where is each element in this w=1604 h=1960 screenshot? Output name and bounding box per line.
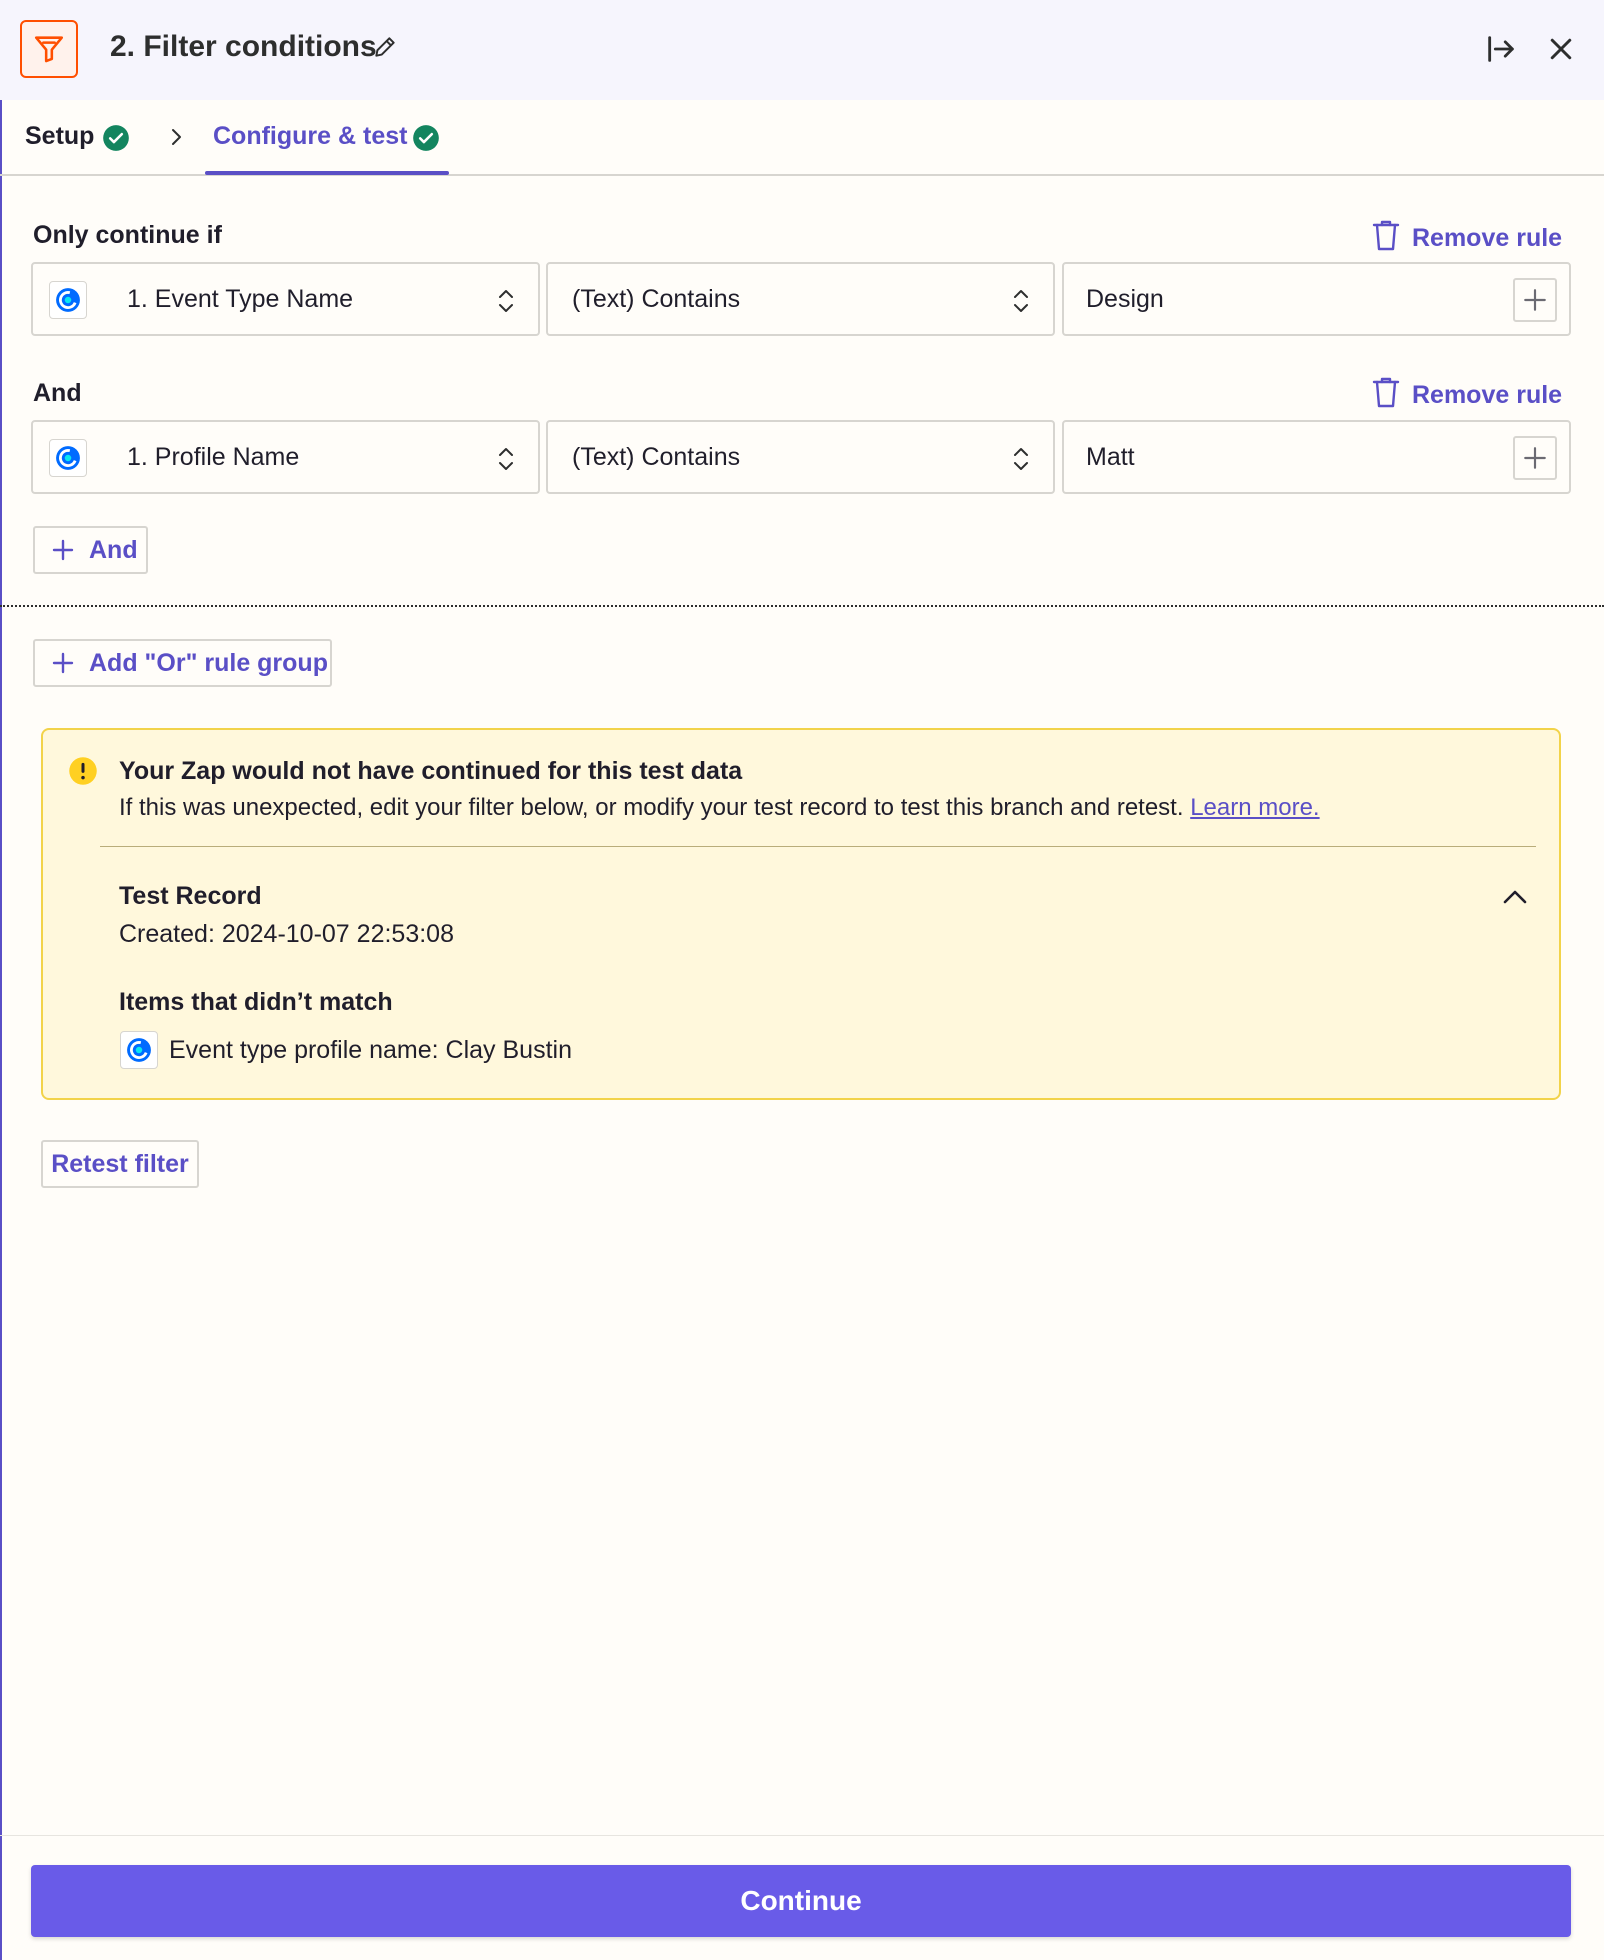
condition-select[interactable] [546, 420, 1055, 494]
chevron-right-icon [166, 125, 186, 154]
retest-filter-label: Retest filter [51, 1149, 189, 1178]
learn-more-link[interactable]: Learn more. [1190, 794, 1320, 821]
chevron-up-down-icon [496, 444, 516, 479]
field-select-value: 1. Event Type Name [127, 284, 354, 313]
field-select[interactable] [31, 420, 540, 494]
close-icon[interactable] [1546, 34, 1576, 69]
tab-setup[interactable]: Setup [25, 122, 95, 150]
test-record-title: Test Record [119, 882, 262, 910]
rule-label: And [33, 379, 82, 407]
remove-rule-label: Remove rule [1412, 224, 1563, 252]
alert-divider [100, 846, 1536, 847]
plus-icon [51, 651, 75, 675]
remove-rule-label: Remove rule [1412, 381, 1563, 409]
check-circle-icon [102, 124, 130, 157]
value-input[interactable] [1062, 420, 1571, 494]
continue-button[interactable]: Continue [31, 1865, 1571, 1937]
chevron-up-down-icon [1011, 286, 1031, 321]
page-title: 2. Filter conditions [110, 30, 377, 63]
condition-select-value: (Text) Contains [572, 442, 741, 471]
trash-icon [1372, 376, 1400, 415]
value-input-text: Matt [1086, 442, 1135, 471]
condition-select[interactable] [546, 262, 1055, 336]
retest-filter-button[interactable] [41, 1140, 199, 1188]
value-input[interactable] [1062, 262, 1571, 336]
active-tab-indicator [205, 171, 449, 175]
insert-data-button[interactable] [1513, 436, 1557, 480]
add-or-rule-group-label: Add "Or" rule group [89, 648, 328, 677]
add-and-button[interactable] [33, 526, 148, 574]
test-record-created: Created: 2024-10-07 22:53:08 [119, 920, 454, 948]
value-input-text: Design [1086, 284, 1164, 313]
plus-icon [51, 538, 75, 562]
footer-divider [0, 1835, 1604, 1836]
alert-title: Your Zap would not have continued for this test data [119, 757, 743, 785]
collapse-right-icon[interactable] [1484, 32, 1518, 71]
field-select-value: 1. Profile Name [127, 442, 300, 471]
calendly-icon [120, 1031, 158, 1069]
mismatch-title: Items that didn’t match [119, 988, 393, 1016]
calendly-icon [49, 439, 87, 477]
rule-label: Only continue if [33, 221, 222, 249]
remove-rule-button[interactable] [1372, 376, 1562, 415]
pencil-icon[interactable] [372, 34, 398, 65]
condition-select-value: (Text) Contains [572, 284, 741, 313]
tab-configure-test[interactable]: Configure & test [213, 122, 408, 150]
remove-rule-button[interactable] [1372, 219, 1562, 258]
divider [0, 605, 1604, 607]
field-select[interactable] [31, 262, 540, 336]
chevron-up-down-icon [496, 286, 516, 321]
chevron-up-down-icon [1011, 444, 1031, 479]
alert-body [119, 794, 1320, 822]
alert-body-text: If this was unexpected, edit your filter below, or modify your test record to test this branch and retest. [119, 794, 1184, 821]
chevron-up-icon[interactable] [1500, 886, 1530, 915]
filter-app-icon [20, 20, 78, 78]
trash-icon [1372, 219, 1400, 258]
check-circle-icon [412, 124, 440, 157]
add-and-label: And [89, 535, 138, 564]
mismatch-item: Event type profile name: Clay Bustin [169, 1036, 572, 1064]
calendly-icon [49, 281, 87, 319]
add-or-rule-group-button[interactable] [33, 639, 332, 687]
insert-data-button[interactable] [1513, 278, 1557, 322]
warning-icon [68, 756, 98, 791]
